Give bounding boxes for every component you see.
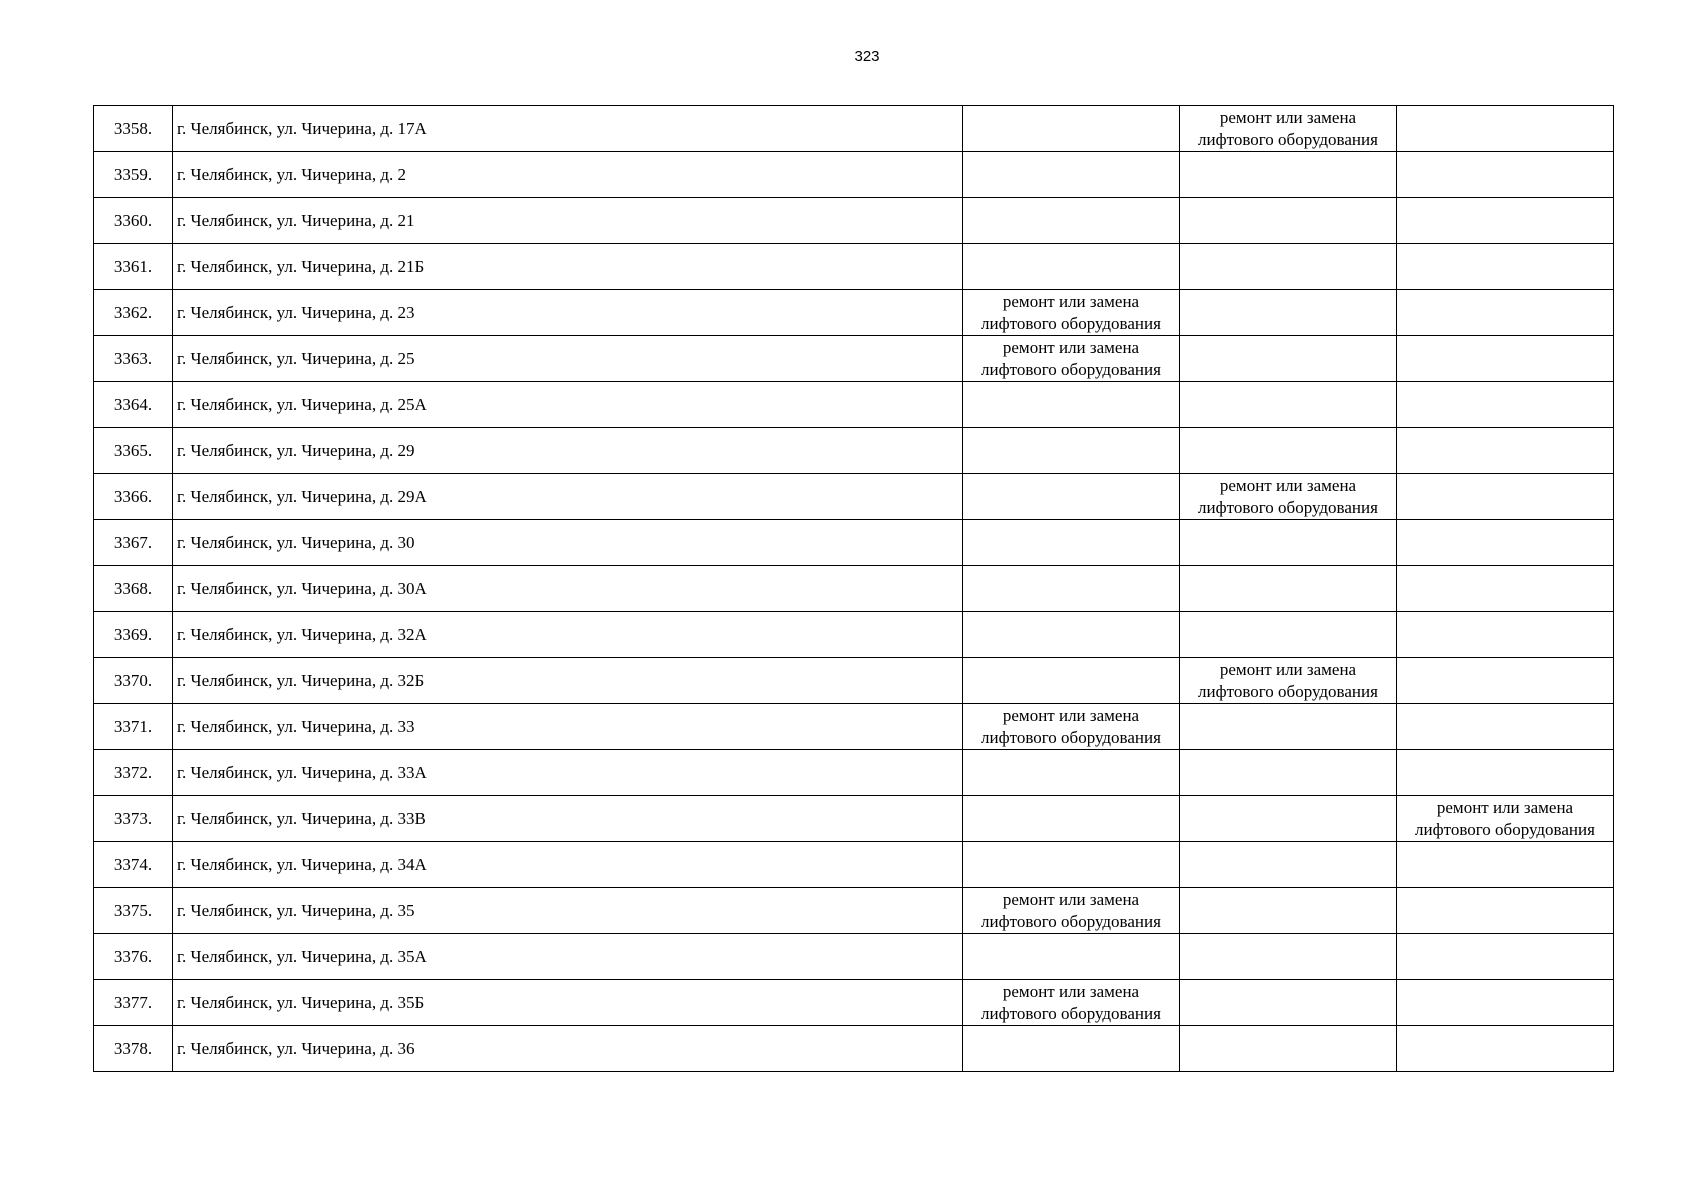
work-type-cell-3 xyxy=(1397,842,1614,888)
row-number-cell: 3370. xyxy=(94,658,173,704)
work-type-cell-3 xyxy=(1397,474,1614,520)
row-number-cell: 3367. xyxy=(94,520,173,566)
row-number-cell: 3366. xyxy=(94,474,173,520)
row-number-cell: 3372. xyxy=(94,750,173,796)
row-number-cell: 3369. xyxy=(94,612,173,658)
table-row xyxy=(94,382,1614,428)
work-type-cell-3 xyxy=(1397,152,1614,198)
work-type-cell-3 xyxy=(1397,750,1614,796)
table-row xyxy=(94,658,1614,704)
work-type-cell-1 xyxy=(963,428,1180,474)
work-type-cell-1 xyxy=(963,520,1180,566)
row-number-cell: 3364. xyxy=(94,382,173,428)
table-row xyxy=(94,290,1614,336)
table-row xyxy=(94,474,1614,520)
row-number-cell: 3365. xyxy=(94,428,173,474)
row-number-cell: 3377. xyxy=(94,980,173,1026)
address-cell: г. Челябинск, ул. Чичерина, д. 33А xyxy=(173,750,963,796)
work-type-cell-1 xyxy=(963,382,1180,428)
address-cell: г. Челябинск, ул. Чичерина, д. 35А xyxy=(173,934,963,980)
row-number-cell: 3359. xyxy=(94,152,173,198)
work-type-cell-3 xyxy=(1397,566,1614,612)
work-type-cell-3 xyxy=(1397,428,1614,474)
table-row xyxy=(94,888,1614,934)
row-number-cell: 3361. xyxy=(94,244,173,290)
work-type-cell-2 xyxy=(1180,750,1397,796)
row-number-cell: 3371. xyxy=(94,704,173,750)
work-type-cell-2 xyxy=(1180,336,1397,382)
work-type-cell-1 xyxy=(963,474,1180,520)
work-type-cell-2 xyxy=(1180,888,1397,934)
work-type-cell-1 xyxy=(963,612,1180,658)
work-type-cell-2 xyxy=(1180,566,1397,612)
work-type-cell-3 xyxy=(1397,198,1614,244)
address-cell: г. Челябинск, ул. Чичерина, д. 21 xyxy=(173,198,963,244)
work-type-cell-3 xyxy=(1397,658,1614,704)
work-type-cell-2 xyxy=(1180,704,1397,750)
row-number-cell: 3376. xyxy=(94,934,173,980)
address-cell: г. Челябинск, ул. Чичерина, д. 17А xyxy=(173,106,963,152)
row-number-cell: 3360. xyxy=(94,198,173,244)
address-cell: г. Челябинск, ул. Чичерина, д. 36 xyxy=(173,1026,963,1072)
table-row xyxy=(94,336,1614,382)
address-cell: г. Челябинск, ул. Чичерина, д. 29А xyxy=(173,474,963,520)
work-type-cell-3: ремонт или замена лифтового оборудования xyxy=(1397,796,1614,842)
work-type-cell-2 xyxy=(1180,428,1397,474)
work-type-cell-3 xyxy=(1397,612,1614,658)
work-type-cell-2 xyxy=(1180,1026,1397,1072)
work-type-cell-1 xyxy=(963,934,1180,980)
work-type-cell-3 xyxy=(1397,244,1614,290)
address-cell: г. Челябинск, ул. Чичерина, д. 33В xyxy=(173,796,963,842)
registry-table xyxy=(93,105,1614,1072)
row-number-cell: 3362. xyxy=(94,290,173,336)
work-type-cell-3 xyxy=(1397,1026,1614,1072)
work-type-cell-3 xyxy=(1397,106,1614,152)
table-row xyxy=(94,704,1614,750)
table-row xyxy=(94,244,1614,290)
table-row xyxy=(94,612,1614,658)
work-type-cell-1 xyxy=(963,796,1180,842)
row-number-cell: 3368. xyxy=(94,566,173,612)
work-type-cell-3 xyxy=(1397,336,1614,382)
work-type-cell-1 xyxy=(963,750,1180,796)
table-row xyxy=(94,980,1614,1026)
address-cell: г. Челябинск, ул. Чичерина, д. 32Б xyxy=(173,658,963,704)
work-type-cell-2 xyxy=(1180,152,1397,198)
work-type-cell-3 xyxy=(1397,934,1614,980)
row-number-cell: 3373. xyxy=(94,796,173,842)
address-cell: г. Челябинск, ул. Чичерина, д. 29 xyxy=(173,428,963,474)
work-type-cell-1 xyxy=(963,842,1180,888)
work-type-cell-1 xyxy=(963,152,1180,198)
address-cell: г. Челябинск, ул. Чичерина, д. 32А xyxy=(173,612,963,658)
work-type-cell-1 xyxy=(963,198,1180,244)
address-cell: г. Челябинск, ул. Чичерина, д. 30 xyxy=(173,520,963,566)
table-row xyxy=(94,796,1614,842)
address-cell: г. Челябинск, ул. Чичерина, д. 23 xyxy=(173,290,963,336)
work-type-cell-2 xyxy=(1180,796,1397,842)
work-type-cell-2 xyxy=(1180,934,1397,980)
table-row xyxy=(94,750,1614,796)
address-cell: г. Челябинск, ул. Чичерина, д. 33 xyxy=(173,704,963,750)
work-type-cell-2 xyxy=(1180,290,1397,336)
row-number-cell: 3363. xyxy=(94,336,173,382)
work-type-cell-1 xyxy=(963,1026,1180,1072)
table-row xyxy=(94,842,1614,888)
row-number-cell: 3374. xyxy=(94,842,173,888)
registry-table-body xyxy=(94,106,1614,1072)
work-type-cell-1: ремонт или замена лифтового оборудования xyxy=(963,980,1180,1026)
work-type-cell-2 xyxy=(1180,612,1397,658)
address-cell: г. Челябинск, ул. Чичерина, д. 2 xyxy=(173,152,963,198)
work-type-cell-3 xyxy=(1397,704,1614,750)
work-type-cell-1 xyxy=(963,658,1180,704)
table-row xyxy=(94,428,1614,474)
work-type-cell-2 xyxy=(1180,842,1397,888)
work-type-cell-2 xyxy=(1180,980,1397,1026)
work-type-cell-1: ремонт или замена лифтового оборудования xyxy=(963,290,1180,336)
work-type-cell-2: ремонт или замена лифтового оборудования xyxy=(1180,474,1397,520)
table-row xyxy=(94,520,1614,566)
work-type-cell-2 xyxy=(1180,382,1397,428)
work-type-cell-1: ремонт или замена лифтового оборудования xyxy=(963,336,1180,382)
work-type-cell-1: ремонт или замена лифтового оборудования xyxy=(963,888,1180,934)
row-number-cell: 3358. xyxy=(94,106,173,152)
work-type-cell-2 xyxy=(1180,520,1397,566)
work-type-cell-1 xyxy=(963,244,1180,290)
table-row xyxy=(94,566,1614,612)
address-cell: г. Челябинск, ул. Чичерина, д. 30А xyxy=(173,566,963,612)
work-type-cell-3 xyxy=(1397,382,1614,428)
table-row xyxy=(94,198,1614,244)
address-cell: г. Челябинск, ул. Чичерина, д. 21Б xyxy=(173,244,963,290)
row-number-cell: 3375. xyxy=(94,888,173,934)
work-type-cell-3 xyxy=(1397,290,1614,336)
address-cell: г. Челябинск, ул. Чичерина, д. 25 xyxy=(173,336,963,382)
work-type-cell-2: ремонт или замена лифтового оборудования xyxy=(1180,106,1397,152)
table-row xyxy=(94,106,1614,152)
work-type-cell-3 xyxy=(1397,980,1614,1026)
work-type-cell-1 xyxy=(963,566,1180,612)
table-row xyxy=(94,934,1614,980)
address-cell: г. Челябинск, ул. Чичерина, д. 35 xyxy=(173,888,963,934)
table-row xyxy=(94,152,1614,198)
address-cell: г. Челябинск, ул. Чичерина, д. 25А xyxy=(173,382,963,428)
work-type-cell-3 xyxy=(1397,888,1614,934)
work-type-cell-2: ремонт или замена лифтового оборудования xyxy=(1180,658,1397,704)
work-type-cell-1 xyxy=(963,106,1180,152)
address-cell: г. Челябинск, ул. Чичерина, д. 34А xyxy=(173,842,963,888)
row-number-cell: 3378. xyxy=(94,1026,173,1072)
address-cell: г. Челябинск, ул. Чичерина, д. 35Б xyxy=(173,980,963,1026)
work-type-cell-3 xyxy=(1397,520,1614,566)
page-number: 323 xyxy=(854,48,880,65)
work-type-cell-1: ремонт или замена лифтового оборудования xyxy=(963,704,1180,750)
table-row xyxy=(94,1026,1614,1072)
work-type-cell-2 xyxy=(1180,244,1397,290)
work-type-cell-2 xyxy=(1180,198,1397,244)
